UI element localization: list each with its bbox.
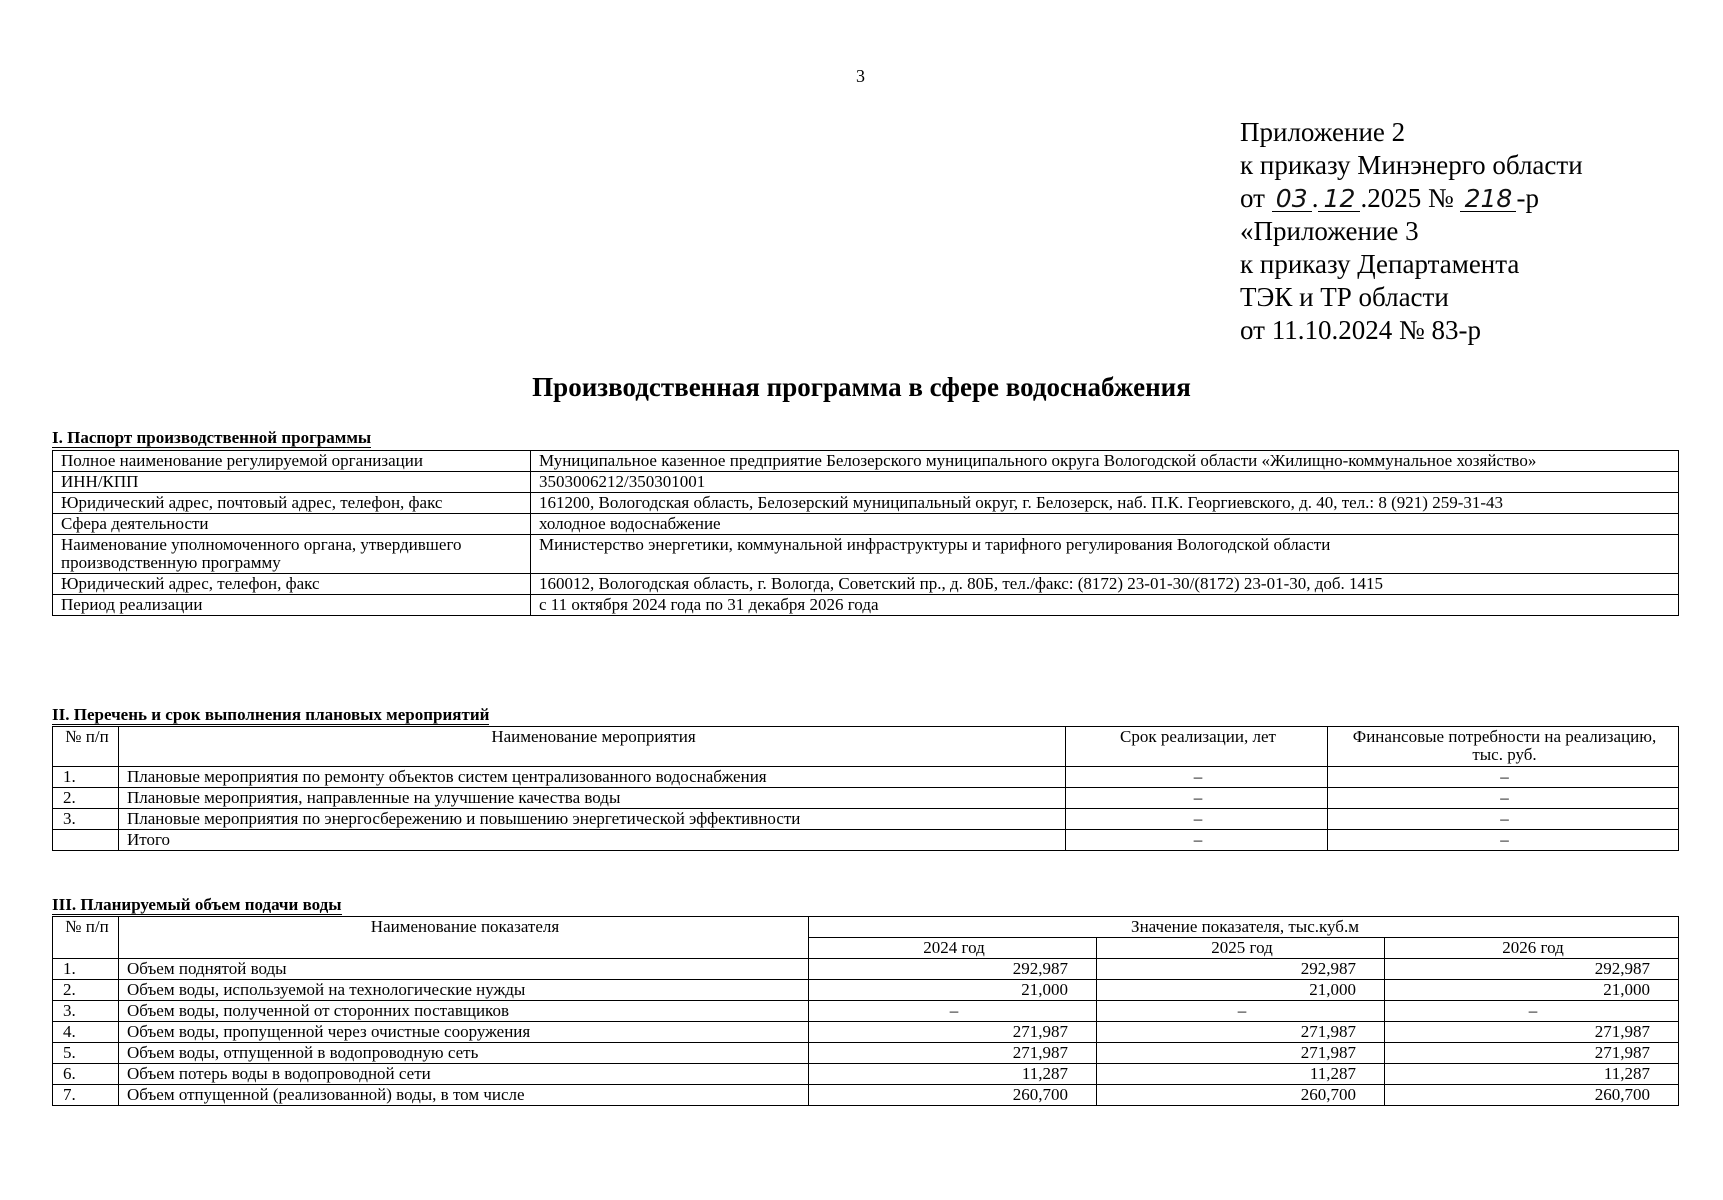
handwritten-day: 03 [1272,186,1312,212]
volume-2026: 271,987 [1385,1022,1679,1043]
passport-value: холодное водоснабжение [531,514,1679,535]
passport-label: Полное наименование регулируемой организации [53,451,531,472]
passport-value: с 11 октября 2024 года по 31 декабря 2026 года [531,595,1679,616]
volume-name: Объем воды, пропущенной через очистные сооружения [119,1022,809,1043]
volume-num: 7. [53,1085,119,1106]
passport-value: 161200, Вологодская область, Белозерский муниципальный округ, г. Белозерск, наб. П.К. Георгиевского, д. 40, тел.: 8 (921) 259-31-43 [531,493,1679,514]
appendix-line-7: от 11.10.2024 № 83-р [1240,315,1481,345]
passport-value: 3503006212/350301001 [531,472,1679,493]
passport-row [53,574,1679,595]
measures-row [53,767,1679,788]
passport-value: Муниципальное казенное предприятие Белозерского муниципального округа Вологодской области «Жилищно-коммунальное хозяйство» [531,451,1679,472]
appendix-line-1: Приложение 2 [1240,117,1406,147]
section1-heading: I. Паспорт производственной программы [52,428,372,447]
passport-value: Министерство энергетики, коммунальной инфраструктуры и тарифного регулирования Вологодской области [531,535,1679,574]
volume-name: Объем воды, отпущенной в водопроводную сеть [119,1043,809,1064]
measures-row [53,788,1679,809]
passport-row [53,451,1679,472]
measures-num: 2. [53,788,119,809]
measures-finance: – [1328,830,1679,851]
passport-row [53,595,1679,616]
volume-header-2026: 2026 год [1385,938,1679,959]
page-number: 3 [856,66,865,86]
measures-name: Плановые мероприятия, направленные на улучшение качества воды [119,788,1066,809]
volume-num: 6. [53,1064,119,1085]
appendix-block [1240,116,1583,347]
measures-finance: – [1328,809,1679,830]
document-title: Производственная программа в сфере водоснабжения [532,372,1191,402]
appendix-number-suffix: -р [1516,183,1539,213]
measures-term: – [1066,830,1328,851]
volume-2025: 11,287 [1097,1064,1385,1085]
volume-row [53,1001,1679,1022]
measures-header-term: Срок реализации, лет [1066,727,1328,767]
measures-num: 1. [53,767,119,788]
passport-label: Период реализации [53,595,531,616]
volume-2026: – [1385,1001,1679,1022]
measures-finance: – [1328,767,1679,788]
volume-header-value: Значение показателя, тыс.куб.м [809,917,1679,938]
measures-row [53,809,1679,830]
volume-2025: 271,987 [1097,1043,1385,1064]
volume-num: 3. [53,1001,119,1022]
measures-header-name: Наименование мероприятия [119,727,1066,767]
appendix-year: .2025 № [1360,183,1454,213]
volume-2025: 21,000 [1097,980,1385,1001]
measures-term: – [1066,767,1328,788]
volume-2024: – [809,1001,1097,1022]
volume-num: 5. [53,1043,119,1064]
passport-label: Юридический адрес, почтовый адрес, телефон, факс [53,493,531,514]
measures-header-finance: Финансовые потребности на реализацию, тыс. руб. [1328,727,1679,767]
measures-name: Итого [119,830,1066,851]
volume-2024: 260,700 [809,1085,1097,1106]
measures-term: – [1066,788,1328,809]
passport-row [53,493,1679,514]
passport-value: 160012, Вологодская область, г. Вологда, Советский пр., д. 80Б, тел./факс: (8172) 23-01-30/(8172) 23-01-30, доб. 1415 [531,574,1679,595]
measures-name: Плановые мероприятия по ремонту объектов систем централизованного водоснабжения [119,767,1066,788]
volume-header-2024: 2024 год [809,938,1097,959]
passport-row [53,535,1679,574]
volume-row [53,1064,1679,1085]
handwritten-month: 12 [1318,186,1360,212]
volume-name: Объем воды, используемой на технологические нужды [119,980,809,1001]
volume-row [53,959,1679,980]
volume-2026: 260,700 [1385,1085,1679,1106]
passport-label: Сфера деятельности [53,514,531,535]
measures-name: Плановые мероприятия по энергосбережению и повышению энергетической эффективности [119,809,1066,830]
appendix-line-3: от 03 . 12 .2025 № 218 -р [1240,183,1539,213]
volume-row [53,980,1679,1001]
measures-finance: – [1328,788,1679,809]
volume-2024: 11,287 [809,1064,1097,1085]
measures-row [53,830,1679,851]
section3-heading: III. Планируемый объем подачи воды [52,895,342,914]
volume-header-name: Наименование показателя [119,917,809,959]
passport-label: Наименование уполномоченного органа, утвердившего производственную программу [53,535,531,574]
measures-term: – [1066,809,1328,830]
volume-2024: 271,987 [809,1022,1097,1043]
volume-header-num: № п/п [53,917,119,959]
volume-2026: 292,987 [1385,959,1679,980]
measures-table [52,726,1679,851]
volume-name: Объем поднятой воды [119,959,809,980]
volume-2026: 21,000 [1385,980,1679,1001]
passport-row [53,514,1679,535]
volume-2025: 271,987 [1097,1022,1385,1043]
volume-row [53,1022,1679,1043]
passport-label: ИНН/КПП [53,472,531,493]
volume-header-2025: 2025 год [1097,938,1385,959]
volume-row [53,1085,1679,1106]
water-volume-table [52,916,1679,1106]
passport-row [53,472,1679,493]
volume-name: Объем воды, полученной от сторонних поставщиков [119,1001,809,1022]
volume-2026: 11,287 [1385,1064,1679,1085]
handwritten-order-number: 218 [1460,186,1516,212]
measures-num: 3. [53,809,119,830]
volume-2025: 292,987 [1097,959,1385,980]
appendix-line-4: «Приложение 3 [1240,216,1419,246]
volume-2026: 271,987 [1385,1043,1679,1064]
volume-row [53,1043,1679,1064]
volume-num: 2. [53,980,119,1001]
volume-2025: 260,700 [1097,1085,1385,1106]
volume-num: 4. [53,1022,119,1043]
volume-2024: 271,987 [809,1043,1097,1064]
volume-2025: – [1097,1001,1385,1022]
appendix-line-2: к приказу Минэнерго области [1240,150,1583,180]
section2-heading: II. Перечень и срок выполнения плановых мероприятий [52,705,490,724]
volume-name: Объем потерь воды в водопроводной сети [119,1064,809,1085]
measures-header-num: № п/п [53,727,119,767]
passport-table [52,450,1679,616]
appendix-date-prefix: от [1240,183,1265,213]
measures-num [53,830,119,851]
volume-num: 1. [53,959,119,980]
volume-2024: 21,000 [809,980,1097,1001]
appendix-line-6: ТЭК и ТР области [1240,282,1449,312]
passport-label: Юридический адрес, телефон, факс [53,574,531,595]
volume-2024: 292,987 [809,959,1097,980]
appendix-line-5: к приказу Департамента [1240,249,1520,279]
volume-name: Объем отпущенной (реализованной) воды, в том числе [119,1085,809,1106]
